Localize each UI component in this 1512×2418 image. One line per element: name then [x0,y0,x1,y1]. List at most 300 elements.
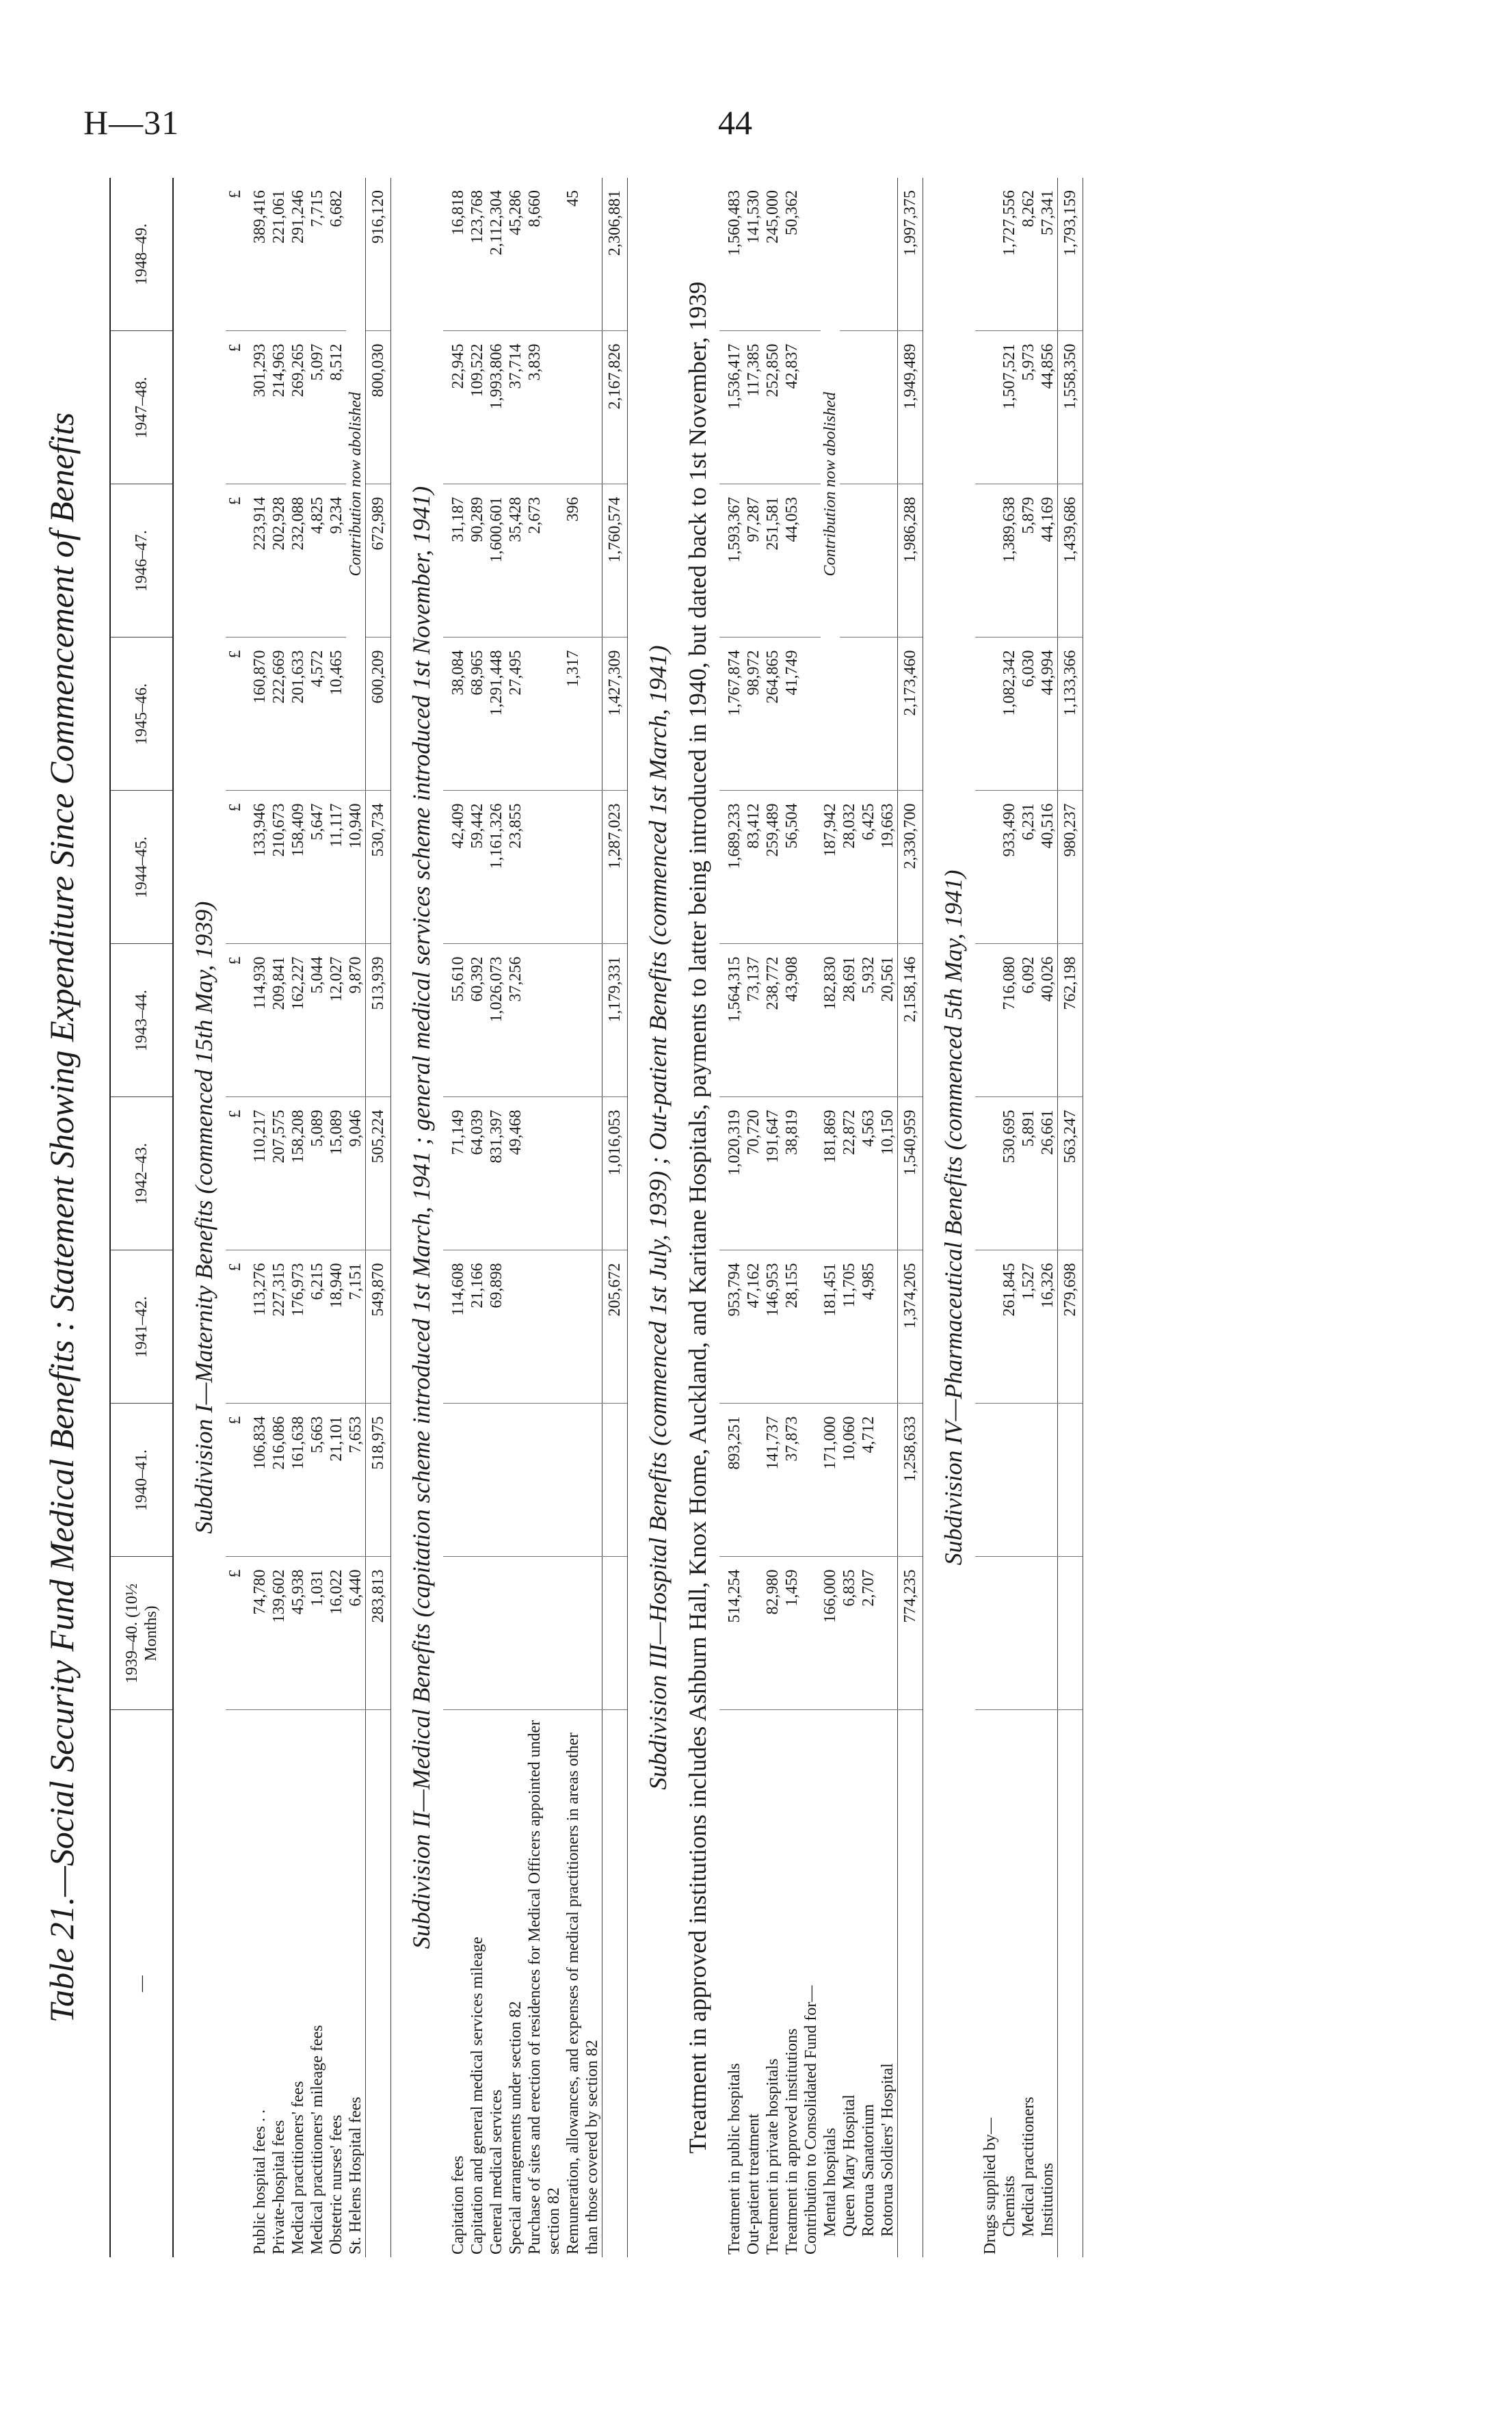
value-cell [801,1250,821,1404]
value-cell: 264,865 [763,638,782,791]
total-cell: 1,793,159 [1058,178,1083,331]
value-cell [563,1250,602,1404]
value-cell: 38,819 [782,1097,801,1250]
value-cell: 831,397 [487,1097,506,1250]
value-cell: 4,825 [308,484,327,638]
currency-cell: £ [226,1097,245,1250]
value-cell: 10,940 [346,791,366,944]
value-cell: 9,870 [346,944,366,1097]
value-cell: 40,516 [1038,791,1058,944]
value-cell: 19,663 [878,791,898,944]
value-cell: 56,504 [782,791,801,944]
expenditure-grid [109,178,1083,2257]
total-row [366,178,391,2257]
subdivision-3-note-row [680,178,719,2257]
total-cell: 2,167,826 [602,331,628,484]
total-label-cell [602,1710,628,2257]
value-cell: 8,262 [1019,178,1038,331]
value-cell [975,1097,1000,1250]
row-label: Treatment in public hospitals [726,2063,743,2255]
value-cell: 28,032 [840,791,859,944]
total-cell: 2,158,146 [898,944,923,1097]
total-cell: 1,133,366 [1058,638,1083,791]
value-cell: 70,720 [744,1097,763,1250]
value-cell: 1,560,483 [719,178,744,331]
value-cell: 16,818 [443,178,468,331]
value-cell: 117,385 [744,331,763,484]
value-cell: 187,942 [821,791,840,944]
total-cell: 600,209 [366,638,391,791]
value-cell: 83,412 [744,791,763,944]
value-cell: 222,669 [269,638,289,791]
value-cell: 26,661 [1038,1097,1058,1250]
value-cell: 181,451 [821,1250,840,1404]
value-cell: 209,841 [269,944,289,1097]
currency-cell: £ [226,944,245,1097]
value-cell: 106,834 [245,1404,269,1557]
currency-cell: £ [226,1557,245,1710]
table-row [744,178,763,2257]
value-cell: 1,317 [563,638,602,791]
value-cell: 396 [563,484,602,638]
value-cell: 6,030 [1019,638,1038,791]
value-cell: 44,053 [782,484,801,638]
total-cell: 1,760,574 [602,484,628,638]
total-cell: 2,330,700 [898,791,923,944]
value-cell [525,1557,563,1710]
value-cell: 90,289 [468,484,487,638]
value-cell [878,178,898,331]
value-cell: 5,647 [308,791,327,944]
value-cell: 109,522 [468,331,487,484]
row-label: St. Helens Hospital fees [347,2097,364,2255]
header-year: 1945–46. [110,638,173,791]
total-cell: 1,016,053 [602,1097,628,1250]
value-cell: 953,794 [719,1250,744,1404]
value-cell: 57,341 [1038,178,1058,331]
value-cell [878,638,898,791]
value-cell: 43,908 [782,944,801,1097]
value-cell: 42,409 [443,791,468,944]
value-cell [563,1097,602,1250]
row-label: Medical practitioners' mileage fees [308,2025,326,2255]
value-cell: 1,389,638 [1000,484,1019,638]
value-cell: 6,682 [327,178,346,331]
total-label-cell [1058,1710,1083,2257]
value-cell: 8,512 [327,331,346,484]
value-cell [840,331,859,484]
value-cell: 160,870 [245,638,269,791]
value-cell: 6,835 [840,1557,859,1710]
value-cell: 12,027 [327,944,346,1097]
value-cell: 6,440 [346,1557,366,1710]
table-row [840,178,859,2257]
value-cell: 4,572 [308,638,327,791]
value-cell: 15,089 [327,1097,346,1250]
value-cell [975,331,1000,484]
value-cell: 1,161,326 [487,791,506,944]
value-cell [487,1404,506,1557]
total-cell: 1,986,288 [898,484,923,638]
header-year: 1948–49. [110,178,173,331]
total-cell: 505,224 [366,1097,391,1250]
value-cell: 176,973 [289,1250,308,1404]
value-cell: 202,928 [269,484,289,638]
value-cell [525,638,563,791]
value-cell: 22,872 [840,1097,859,1250]
value-cell: 1,082,342 [1000,638,1019,791]
total-cell: 1,179,331 [602,944,628,1097]
expenditure-table [109,178,1083,2257]
value-cell: 133,946 [245,791,269,944]
value-cell [975,484,1000,638]
value-cell: 5,879 [1019,484,1038,638]
table-sheet [41,178,1463,2257]
value-cell [859,331,878,484]
total-cell: 1,949,489 [898,331,923,484]
value-cell: 1,727,556 [1000,178,1019,331]
value-cell: 8,660 [525,178,563,331]
value-cell: 139,602 [269,1557,289,1710]
total-cell: 549,870 [366,1250,391,1404]
table-row [289,178,308,2257]
value-cell: 10,465 [327,638,346,791]
value-cell: 146,953 [763,1250,782,1404]
header-year: 1941–42. [110,1250,173,1404]
value-cell: 251,581 [763,484,782,638]
row-label: Capitation and general medical services mileage [468,1936,486,2255]
value-cell [1019,1404,1038,1557]
value-cell [744,1404,763,1557]
value-cell [563,791,602,944]
value-cell [975,638,1000,791]
value-cell: 10,150 [878,1097,898,1250]
subdivision-1-heading: Subdivision I—Maternity Benefits (commenced 15th May, 1939) [190,901,217,1534]
header-year: 1943–44. [110,944,173,1097]
value-cell: 245,000 [763,178,782,331]
value-cell: 227,315 [269,1250,289,1404]
value-cell: 1,459 [782,1557,801,1710]
value-cell: 214,963 [269,331,289,484]
header-year: 1946–47. [110,484,173,638]
currency-cell: £ [226,178,245,331]
abolished-note: Contribution now abolished [346,178,366,791]
total-cell: 1,258,633 [898,1404,923,1557]
value-cell: 55,610 [443,944,468,1097]
value-cell: 3,839 [525,331,563,484]
value-cell: 1,031 [308,1557,327,1710]
row-label: Drugs supplied by— [981,2118,999,2255]
value-cell: 16,326 [1038,1250,1058,1404]
value-cell [878,331,898,484]
value-cell [975,791,1000,944]
currency-cell: £ [226,791,245,944]
value-cell: 4,563 [859,1097,878,1250]
total-cell [1058,1557,1083,1710]
total-cell: 672,989 [366,484,391,638]
value-cell: 238,772 [763,944,782,1097]
value-cell [878,484,898,638]
value-cell: 45 [563,178,602,331]
value-cell: 1,527 [1019,1250,1038,1404]
value-cell: 82,980 [763,1557,782,1710]
row-label: Treatment in private hospitals [764,2058,782,2255]
value-cell: 210,673 [269,791,289,944]
value-cell: 216,086 [269,1404,289,1557]
subdivision-4-heading-row [923,178,976,2257]
value-cell: 45,938 [289,1557,308,1710]
row-label: Medical practitioners' fees [289,2081,307,2255]
value-cell: 21,101 [327,1404,346,1557]
row-label: Purchase of sites and erection of residences for Medical Officers appointed under section 82 [526,1720,563,2255]
table-row [327,178,346,2257]
subdivision-3-heading-row [628,178,680,2257]
row-label: Capitation fees [449,2155,467,2255]
total-cell: 1,540,959 [898,1097,923,1250]
total-row [898,178,923,2257]
value-cell [859,178,878,331]
table-row [1000,178,1019,2257]
currency-cell: £ [226,484,245,638]
value-cell: 171,000 [821,1404,840,1557]
value-cell: 110,217 [245,1097,269,1250]
value-cell [859,484,878,638]
value-cell: 44,169 [1038,484,1058,638]
value-cell [525,1097,563,1250]
value-cell: 74,780 [245,1557,269,1710]
value-cell: 59,442 [468,791,487,944]
value-cell: 182,830 [821,944,840,1097]
value-cell [443,1557,468,1710]
value-cell: 64,039 [468,1097,487,1250]
value-cell: 114,608 [443,1250,468,1404]
total-cell: 774,235 [898,1557,923,1710]
table-title: Table 21.—Social Security Fund Medical Benefits : Statement Showing Expenditure Since Commencement of Benefits [42,412,81,2023]
value-cell: 18,940 [327,1250,346,1404]
value-cell [506,1250,525,1404]
value-cell: 6,425 [859,791,878,944]
value-cell: 4,712 [859,1404,878,1557]
value-cell: 7,151 [346,1250,366,1404]
row-label: Queen Mary Hospital [840,2094,858,2237]
table-row [1038,178,1058,2257]
table-row [719,178,744,2257]
value-cell: 291,246 [289,178,308,331]
value-cell: 73,137 [744,944,763,1097]
value-cell [525,791,563,944]
row-label: Rotorua Soldiers' Hospital [879,2063,897,2237]
value-cell: 6,215 [308,1250,327,1404]
value-cell: 9,046 [346,1097,366,1250]
value-cell: 68,965 [468,638,487,791]
total-cell [1058,1404,1083,1557]
value-cell: 11,117 [327,791,346,944]
table-row [763,178,782,2257]
currency-cell: £ [226,1250,245,1404]
value-cell [975,1250,1000,1404]
total-cell: 279,698 [1058,1250,1083,1404]
value-cell [878,1404,898,1557]
value-cell: 69,898 [487,1250,506,1404]
value-cell: 1,020,319 [719,1097,744,1250]
value-cell: 141,530 [744,178,763,331]
value-cell: 5,932 [859,944,878,1097]
value-cell: 44,856 [1038,331,1058,484]
value-cell: 5,089 [308,1097,327,1250]
subdivision-2-heading: Subdivision II—Medical Benefits (capitation scheme introduced 1st March, 1941 ; general medical services scheme introduced 1st November, 1941) [408,486,435,1949]
value-cell: 4,985 [859,1250,878,1404]
value-cell: 37,256 [506,944,525,1097]
value-cell: 2,707 [859,1557,878,1710]
header-year: 1944–45. [110,791,173,944]
value-cell: 1,507,521 [1000,331,1019,484]
row-label: Chemists [1000,2175,1018,2237]
value-cell: 6,231 [1019,791,1038,944]
value-cell [1000,1557,1019,1710]
value-cell [1038,1557,1058,1710]
total-cell: 762,198 [1058,944,1083,1097]
value-cell: 21,166 [468,1250,487,1404]
value-cell [801,638,821,791]
total-row [602,178,628,2257]
value-cell [563,1557,602,1710]
table-row [443,178,468,2257]
value-cell: 207,575 [269,1097,289,1250]
value-cell: 47,162 [744,1250,763,1404]
value-cell: 389,416 [245,178,269,331]
value-cell: 10,060 [840,1404,859,1557]
total-cell: 1,997,375 [898,178,923,331]
value-cell [1019,1557,1038,1710]
table-row [245,178,269,2257]
total-cell: 1,287,023 [602,791,628,944]
subdivision-4-heading: Subdivision IV—Pharmaceutical Benefits (commenced 5th May, 1941) [940,869,967,1566]
value-cell: 161,638 [289,1404,308,1557]
row-label: Medical practitioners [1020,2097,1037,2237]
abolished-note: Contribution now abolished [821,178,840,791]
total-cell: 513,939 [366,944,391,1097]
value-cell [525,944,563,1097]
value-cell [468,1557,487,1710]
value-cell: 1,600,601 [487,484,506,638]
value-cell: 1,026,073 [487,944,506,1097]
value-cell [975,944,1000,1097]
value-cell [975,178,1000,331]
value-cell: 201,633 [289,638,308,791]
table-row [878,178,898,2257]
value-cell [840,178,859,331]
value-cell: 44,994 [1038,638,1058,791]
value-cell: 252,850 [763,331,782,484]
value-cell: 28,155 [782,1250,801,1404]
value-cell: 514,254 [719,1557,744,1710]
row-label: Private-hospital fees [270,2120,288,2255]
table-row [487,178,506,2257]
value-cell [878,1250,898,1404]
rotated-table-container [41,178,1463,2257]
value-cell [801,331,821,484]
page-reference: H—31 [83,103,180,142]
row-label: Rotorua Sanatorium [860,2104,877,2237]
total-cell [602,1557,628,1710]
table-row [269,178,289,2257]
value-cell: 158,409 [289,791,308,944]
value-cell [801,178,821,331]
value-cell [487,1557,506,1710]
value-cell [801,484,821,638]
value-cell: 97,287 [744,484,763,638]
total-cell: 1,427,309 [602,638,628,791]
value-cell: 37,873 [782,1404,801,1557]
total-label-cell [898,1710,923,2257]
value-cell [801,1557,821,1710]
value-cell: 113,276 [245,1250,269,1404]
value-cell: 71,149 [443,1097,468,1250]
value-cell: 35,428 [506,484,525,638]
total-label-cell [366,1710,391,2257]
value-cell: 269,265 [289,331,308,484]
value-cell: 181,869 [821,1097,840,1250]
value-cell: 114,930 [245,944,269,1097]
value-cell: 42,837 [782,331,801,484]
row-label: Special arrangements under section 82 [507,2001,525,2255]
table-row [563,178,602,2257]
table-row [506,178,525,2257]
value-cell: 6,092 [1019,944,1038,1097]
value-cell: 191,647 [763,1097,782,1250]
value-cell: 261,845 [1000,1250,1019,1404]
total-cell: 530,734 [366,791,391,944]
total-cell [602,1404,628,1557]
table-row [859,178,878,2257]
value-cell: 530,695 [1000,1097,1019,1250]
value-cell: 49,468 [506,1097,525,1250]
header-year: 1939–40. (10½ Months) [110,1557,173,1710]
value-cell [563,331,602,484]
value-cell [525,1250,563,1404]
table-row [346,178,366,2257]
value-cell: 41,749 [782,638,801,791]
value-cell [801,1097,821,1250]
value-cell: 1,689,233 [719,791,744,944]
row-label: Public hospital fees . . [251,2110,269,2255]
value-cell [878,1557,898,1710]
value-cell: 20,561 [878,944,898,1097]
row-label: Treatment in approved institutions [783,2028,801,2255]
value-cell [563,944,602,1097]
total-row [1058,178,1083,2257]
total-cell: 2,173,460 [898,638,923,791]
value-cell: 5,097 [308,331,327,484]
value-cell [563,1404,602,1557]
value-cell [801,1404,821,1557]
value-cell: 259,489 [763,791,782,944]
table-body [173,178,1083,2257]
value-cell [468,1404,487,1557]
value-cell: 11,705 [840,1250,859,1404]
total-cell: 205,672 [602,1250,628,1404]
value-cell [1000,1404,1019,1557]
value-cell: 23,855 [506,791,525,944]
table-row [975,178,1000,2257]
value-cell: 716,080 [1000,944,1019,1097]
value-cell: 2,112,304 [487,178,506,331]
table-row [782,178,801,2257]
value-cell: 50,362 [782,178,801,331]
value-cell: 1,564,315 [719,944,744,1097]
value-cell: 7,653 [346,1404,366,1557]
table-row [821,178,840,2257]
